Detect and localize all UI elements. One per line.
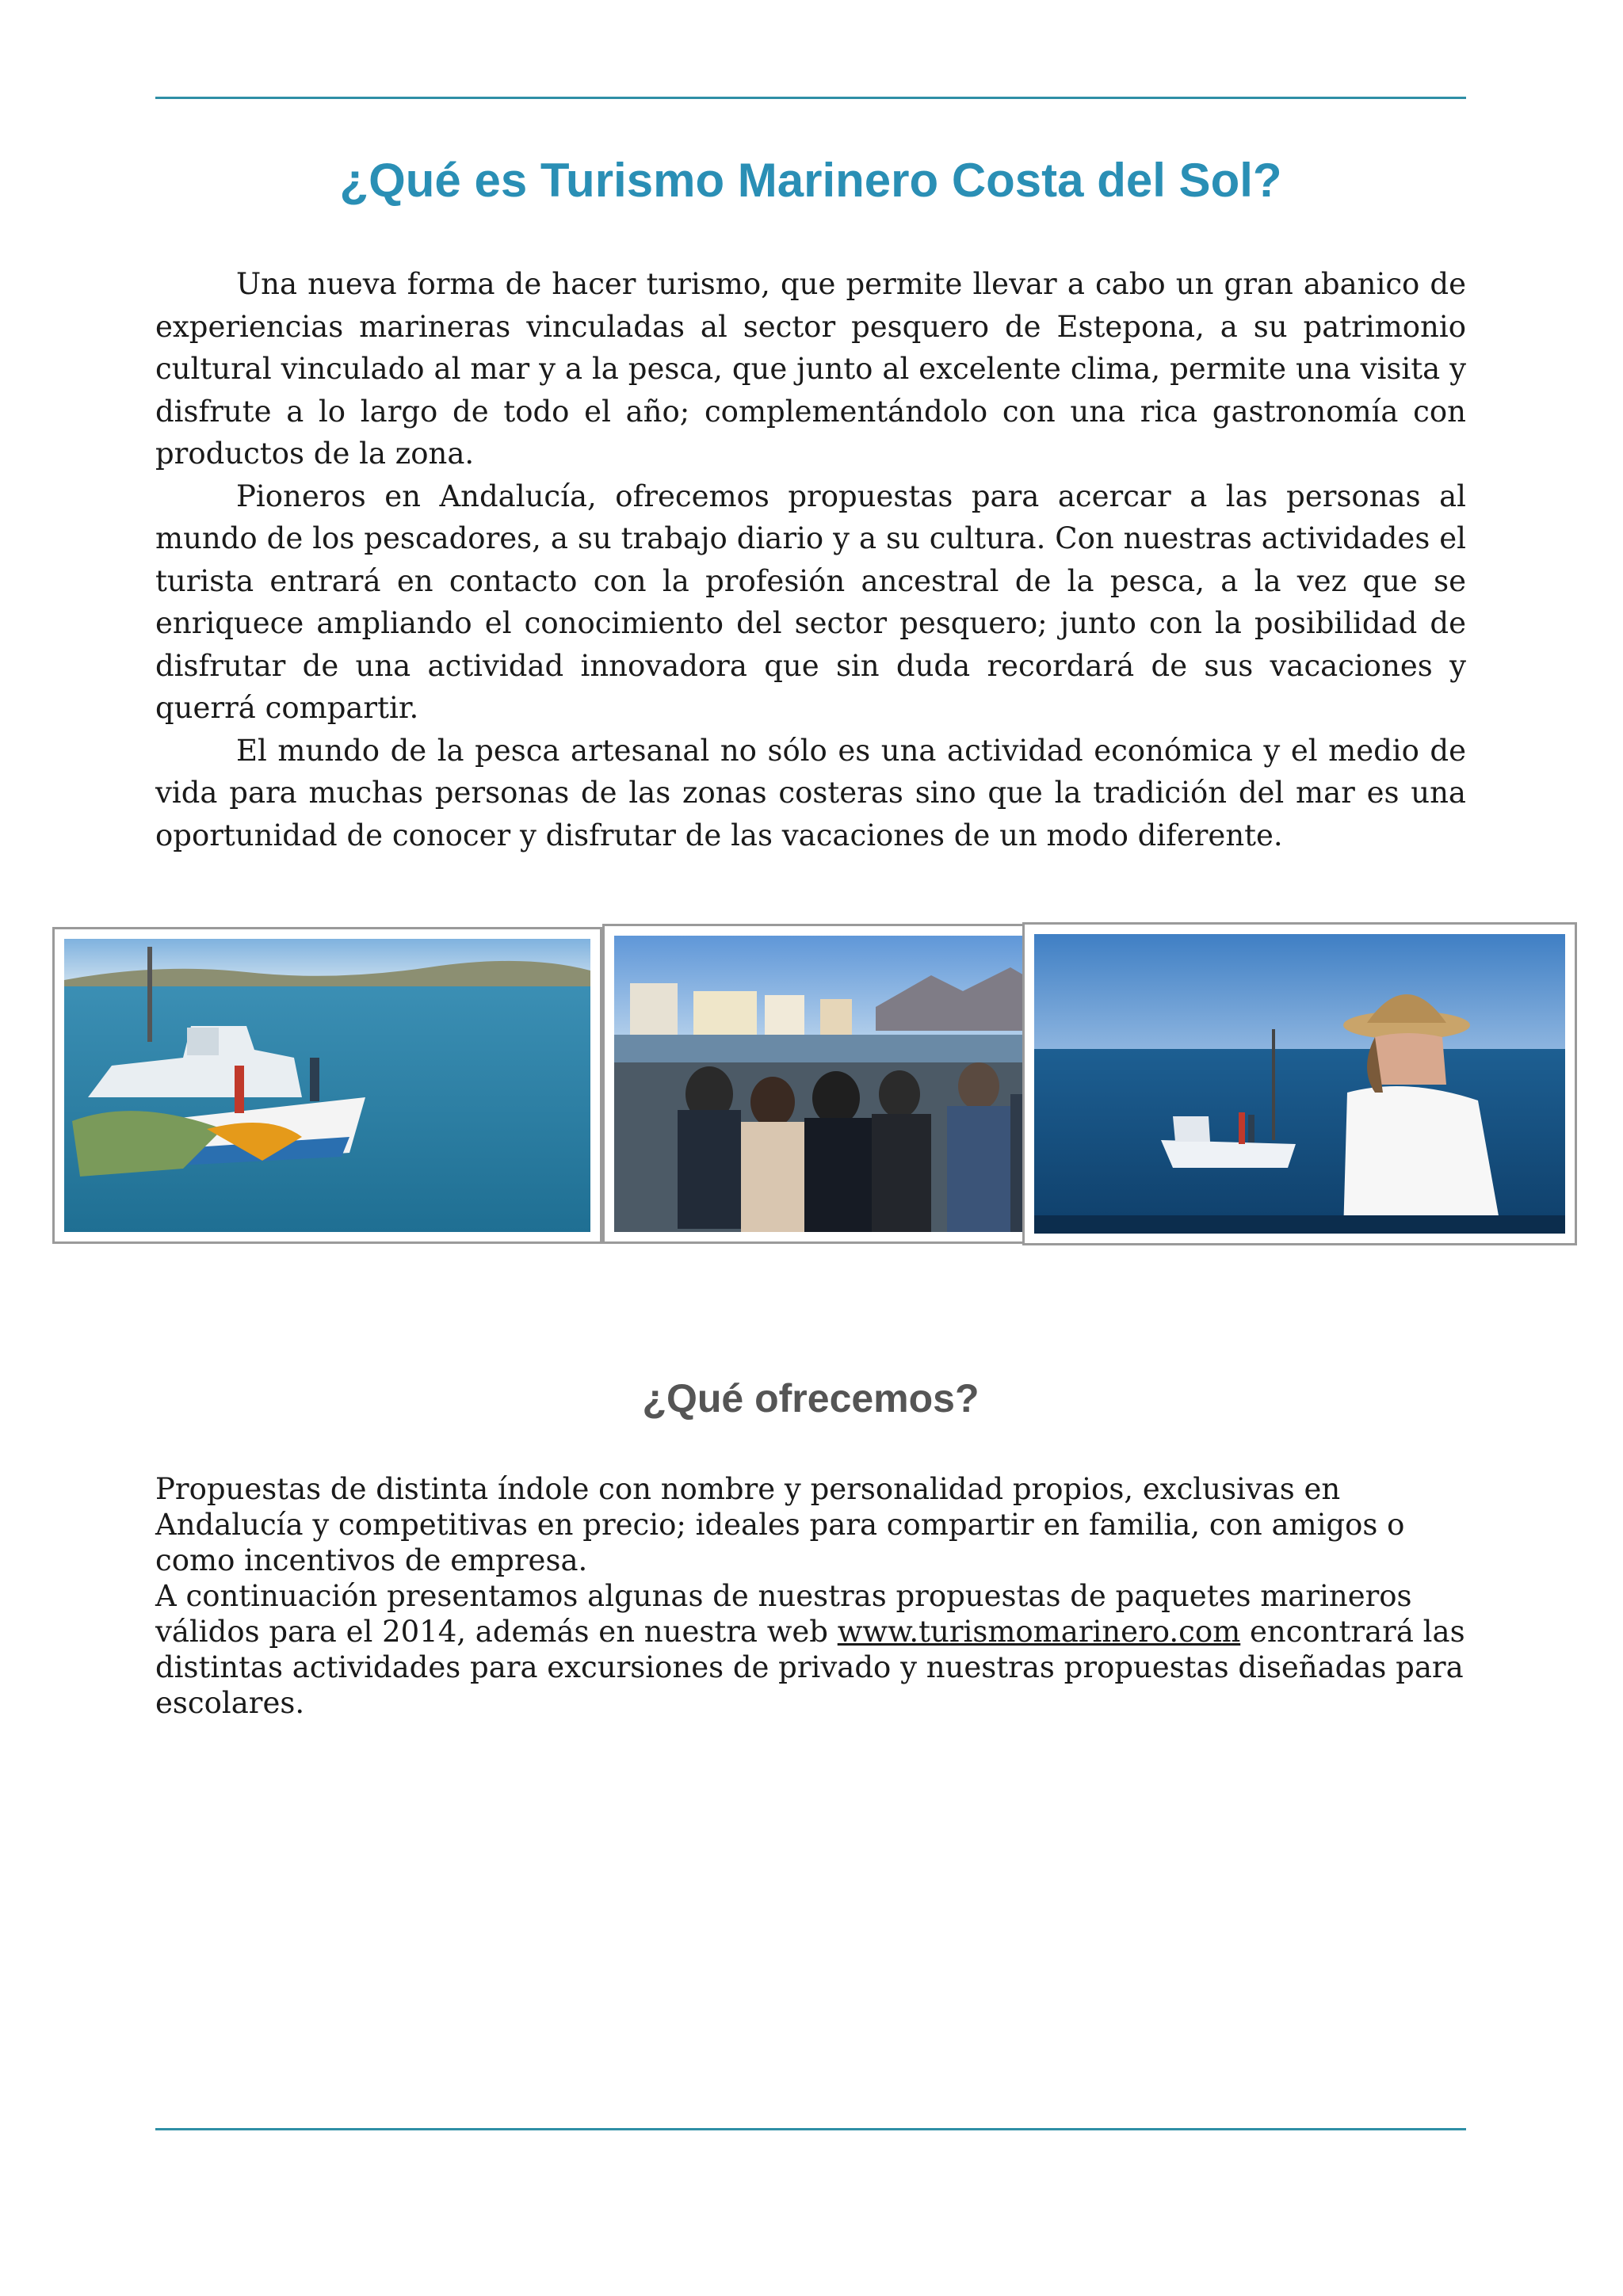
intro-paragraph: Pioneros en Andalucía, ofrecemos propuestas para acercar a las personas al mundo de los pescadores, a su trabajo diario y a su cultura. Con nuestras actividades el turista entrará en contacto con la profesión ancestral de la pesca, a la vez que se enriquece ampliando el conocimiento del sector pesquero; junto con la posibilidad de disfrutar de una actividad innovadora que sin duda recordará de sus vacaciones y querrá compartir. (155, 479, 1466, 725)
photo-port-visitors (602, 924, 1077, 1244)
offer-title: ¿Qué ofrecemos? (642, 1376, 980, 1421)
intro-text (155, 263, 1466, 856)
website-link[interactable]: www.turismomarinero.com (837, 1615, 1241, 1649)
offer-text (155, 1471, 1466, 1721)
offer-text-after-link: encontrará las distintas actividades para excursiones de privado y nuestras propuestas diseñadas para escolares. (155, 1615, 1465, 1720)
photo-girl-watching-boat (1022, 922, 1577, 1245)
bottom-rule (155, 2128, 1466, 2130)
intro-paragraph: Una nueva forma de hacer turismo, que permite llevar a cabo un gran abanico de experiencias marineras vinculadas al sector pesquero de Estepona, a su patrimonio cultural vinculado al mar y a la pesca, que junto al excelente clima, permite una visita y disfrute a lo largo de todo el año; complementándolo con una rica gastronomía con productos de la zona. (155, 267, 1466, 471)
page-title: ¿Qué es Turismo Marinero Costa del Sol? (339, 154, 1282, 207)
offer-text-before-link: A continuación presentamos algunas de nuestras propuestas de paquetes marineros válidos para el 2014, además en nuestra web (155, 1579, 1412, 1649)
offer-paragraph-2 (155, 1578, 1466, 1721)
offer-paragraph-1: Propuestas de distinta índole con nombre y personalidad propios, exclusivas en Andalucía y competitivas en precio; ideales para compartir en familia, con amigos o como incentivos de empresa. (155, 1472, 1405, 1577)
intro-paragraph: El mundo de la pesca artesanal no sólo es una actividad económica y el medio de vida para muchas personas de las zonas costeras sino que la tradición del mar es una oportunidad de conocer y disfrutar de las vacaciones de un modo diferente. (155, 733, 1466, 852)
top-rule (155, 97, 1466, 99)
photo-fishing-boat (52, 927, 602, 1244)
photo-strip (52, 922, 1577, 1245)
